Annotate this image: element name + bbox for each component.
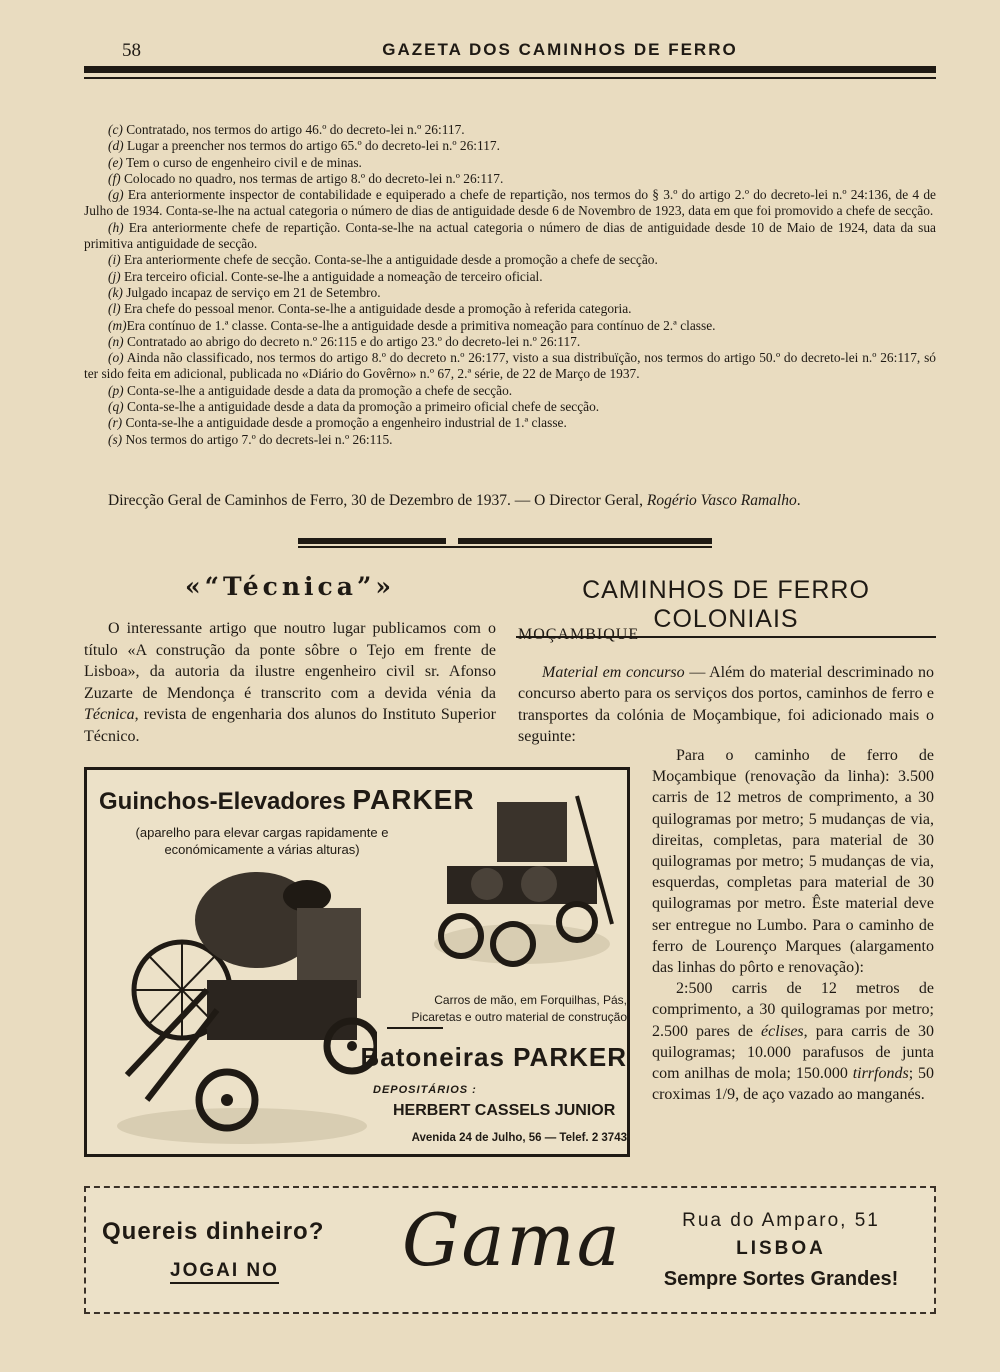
- signature: Rogério Vasco Ramalho: [646, 492, 797, 509]
- section-rule-thin: [298, 546, 712, 548]
- parker-ad-depositarios: DEPOSITÁRIOS :: [373, 1084, 477, 1096]
- footnote-item: (o) Ainda não classificado, nos termos do artigo 8.º do decreto n.º 26:177, visto a sua distribuïção, nos termos do artigo 50.º do decreto-lei n.º 26:117, só ter sido feita em adicional, publicada no «Diário do Govêrno» n.º 67, 2.ª série, de 22 de Março de 1937.: [84, 350, 936, 382]
- footnote-item: (k) Julgado incapaz de serviço em 21 de Setembro.: [108, 284, 381, 300]
- footnote-item: (j) Era terceiro oficial. Conte-se-lhe a antiguidade a nomeação de terceiro oficial.: [108, 268, 543, 284]
- footnote-item: (c) Contratado, nos termos do artigo 46.º do decreto-lei n.º 26:117.: [108, 122, 465, 137]
- footnotes: [84, 122, 936, 448]
- footnote-item: (g) Era anteriormente inspector de contabilidade e equiperado a chefe de repartição, nos termos do § 3.º do artigo 2.º do decreto-lei n.º 24:136, de 4 de Julho de 1934. Conta-se-lhe na actual categoria o número de dias de antiguidade desde 6 de Novembro de 1923, data em que foi promovido a chefe de secção.: [84, 187, 936, 219]
- parker-ad-subtitle: (aparelho para elevar cargas rapidamente e económicamente a várias alturas): [135, 825, 389, 857]
- footnote-item: (h) Era anteriormente chefe de repartição. Conta-se-lhe na actual categoria o número de dias de antiguidade desde 10 de Maio de 1924, data da sua primitiva antiguidade de secção.: [84, 219, 936, 252]
- gama-logo: Gama: [402, 1198, 622, 1282]
- footnote-item: (d) Lugar a preencher nos termos do artigo 65.º do decreto-lei n.º 26:117.: [108, 138, 500, 154]
- footnote-item: (l) Era chefe do pessoal menor. Conta-se-lhe a antiguidade desde a promoção à referida categoria.: [108, 301, 632, 317]
- footnote-item: (n) Contratado ao abrigo do decreto n.º 26:115 e do artigo 23.º do decreto-lei n.º 26:117.: [108, 333, 581, 349]
- parker-ad-batoneiras: Batoneiras PARKER: [360, 1042, 627, 1072]
- footnote-item: (e) Tem o curso de engenheiro civil e de minas.: [108, 154, 362, 170]
- parker-ad-divider: [387, 1027, 443, 1029]
- gama-ad-question: Quereis dinheiro?: [102, 1218, 325, 1245]
- footnote-item: (i) Era anteriormente chefe de secção. Conta-se-lhe a antiguidade desde a promoção a chefe de secção.: [108, 252, 658, 268]
- parker-ad-address: Avenida 24 de Julho, 56 — Telef. 2 3743: [411, 1132, 627, 1144]
- concrete-mixer-illustration: [107, 860, 377, 1150]
- footnote-item: (s) Nos termos do artigo 7.º do decrets-lei n.º 26:115.: [108, 431, 393, 447]
- header-rule-bottom: [84, 77, 936, 79]
- journal-title: GAZETA DOS CAMINHOS DE FERRO: [382, 40, 738, 59]
- gama-ad-city: LISBOA: [736, 1238, 826, 1259]
- colonial-paragraph: Para o caminho de ferro de Moçambique (renovação da linha): 3.500 carris de 12 metros de comprimento, a 30 quilogramas por metro; 5 mudanças de via, direitas, completas, para material de 30 quilogramas por metro; 5 mudanças de via, esquerdas, completas para material de 30 quilogramas por metro. Êste material deve ser entregue no Lumbo. Para o caminho de ferro de Lourenço Marques (alargamento das linhas do pôrto e renovação):: [652, 747, 934, 977]
- section-rule-left: [298, 538, 446, 544]
- footnote-item: (q) Conta-se-lhe a antiguidade desde a data da promoção a primeiro oficial chefe de secção.: [108, 399, 600, 415]
- colonial-subheading: MOÇAMBIQUE: [518, 626, 640, 643]
- footnote-item: (r) Conta-se-lhe a antiguidade desde a promoção a engenheiro industrial de 1.ª classe.: [108, 415, 567, 431]
- footnote-item: (p) Conta-se-lhe a antiguidade desde a data da promoção a chefe de secção.: [108, 382, 513, 398]
- footnote-item: (m)Era contínuo de 1.ª classe. Conta-se-lhe a antiguidade desde a primitiva nomeação para contínuo de 2.ª classe.: [108, 317, 716, 333]
- parker-ad-products: Carros de mão, em Forquilhas, Pás, Picaretas e outro material de construção: [411, 993, 627, 1024]
- colonial-paragraph: 2:500 carris de 12 metros de comprimento, a 30 quilogramas por metro; 2.500 pares de éclises, para carris de 30 quilogramas; 10.000 parafusos de junta com anilhas de mola; 150.000 tirrfonds; 50 croximas 1/9, de aço vazado ao manganés.: [652, 980, 935, 1104]
- gama-ad-jogai: JOGAI NO: [170, 1260, 279, 1284]
- gama-advertisement: [84, 1186, 936, 1314]
- header-rule-top: [84, 66, 936, 73]
- parker-ad-title: Guinchos-Elevadores PARKER: [99, 784, 475, 815]
- parker-ad-dealer: HERBERT CASSELS JUNIOR: [393, 1102, 616, 1119]
- colonial-heading: CAMINHOS DE FERRO COLONIAIS: [516, 576, 936, 638]
- closing-paragraph: Direcção Geral de Caminhos de Ferro, 30 de Dezembro de 1937. — O Director Geral, Rogério Vasco Ramalho.: [108, 492, 801, 509]
- page-number: 58: [122, 40, 141, 61]
- winch-hoist-illustration: [427, 794, 617, 974]
- section-rule-right: [458, 538, 712, 544]
- colonial-lead: Material em concurso — Além do material descriminado no concurso aberto para os serviços dos portos, caminhos de ferro e transportes da colónia de Moçambique, foi adicionado mais o seguinte:: [518, 664, 934, 745]
- footnote-item: (f) Colocado no quadro, nos termas de artigo 8.º do decreto-lei n.º 26:117.: [108, 170, 504, 186]
- parker-advertisement: [84, 767, 630, 1157]
- tecnica-article: O interessante artigo que noutro lugar publicamos com o título «A construção da ponte sôbre o Tejo em frente de Lisboa», da autoria da ilustre engenheiro civil sr. Afonso Zuzarte de Mendonça é transcrito com a devida vénia da Técnica, revista de engenharia dos alunos do Instituto Superior Técnico.: [84, 620, 496, 745]
- colonial-column: [652, 745, 934, 1105]
- gama-ad-slogan: Sempre Sortes Grandes!: [663, 1268, 899, 1290]
- gama-ad-street: Rua do Amparo, 51: [682, 1210, 880, 1231]
- tecnica-heading: «“Técnica”»: [185, 572, 395, 601]
